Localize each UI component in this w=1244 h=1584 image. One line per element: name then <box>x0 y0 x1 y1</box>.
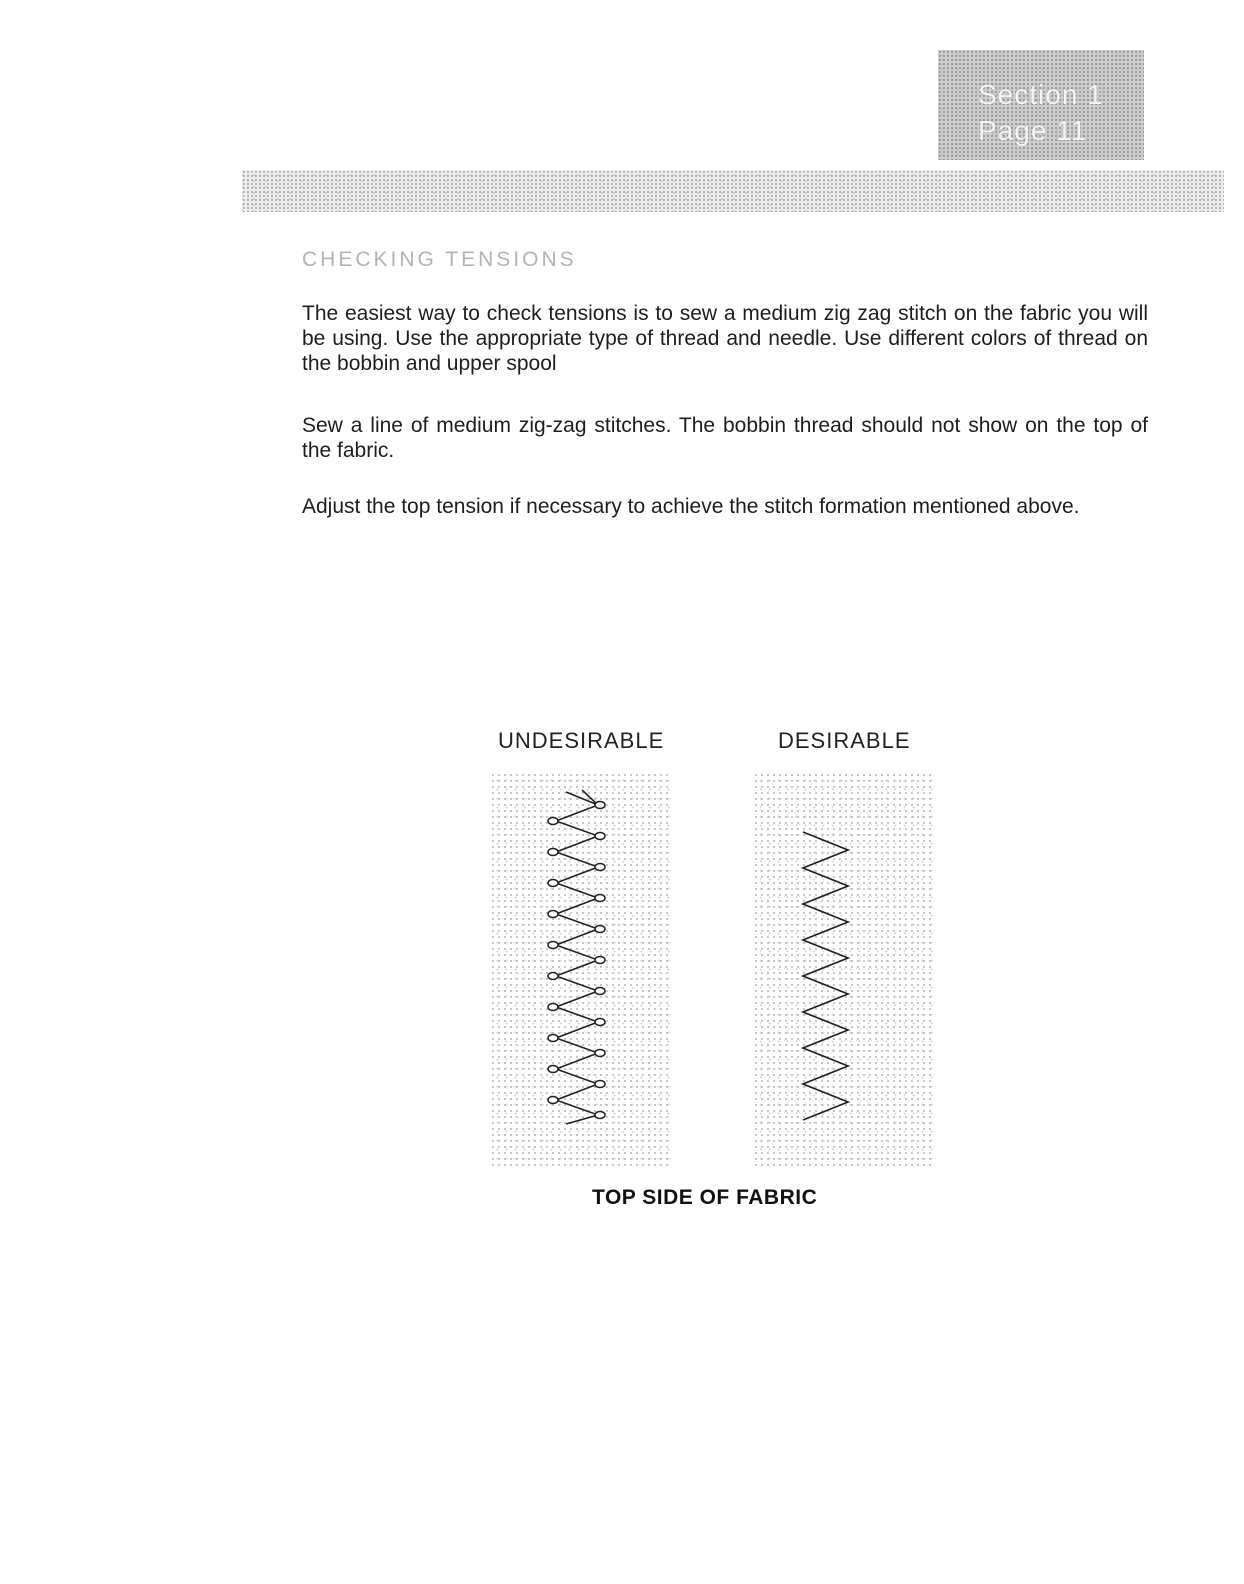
section-page-tab <box>938 50 1144 160</box>
even-zigzag-stitch-illustration <box>753 772 933 1167</box>
paragraph-intro: The easiest way to check tensions is to sew a medium zig zag stitch on the fabric you will be using. Use the appropriate type of thread and needle. Use different colors of thread on the bobbin and upper spool <box>302 302 1148 375</box>
section-number: Section 1 <box>978 79 1104 110</box>
paragraph-adjust: Adjust the top tension if necessary to achieve the stitch formation mentioned above. <box>302 495 1080 518</box>
undesirable-label: UNDESIRABLE <box>498 728 665 753</box>
page-heading: CHECKING TENSIONS <box>302 248 577 271</box>
figure-caption: TOP SIDE OF FABRIC <box>592 1186 818 1209</box>
undesirable-fabric-swatch <box>490 772 670 1167</box>
desirable-label: DESIRABLE <box>778 728 911 753</box>
looped-zigzag-stitch-illustration <box>490 772 670 1167</box>
header-band <box>242 170 1224 212</box>
desirable-fabric-swatch <box>753 772 933 1167</box>
page-number: Page 11 <box>978 115 1088 146</box>
paragraph-sew-line: Sew a line of medium zig-zag stitches. The bobbin thread should not show on the top of the fabric. <box>302 414 1148 462</box>
